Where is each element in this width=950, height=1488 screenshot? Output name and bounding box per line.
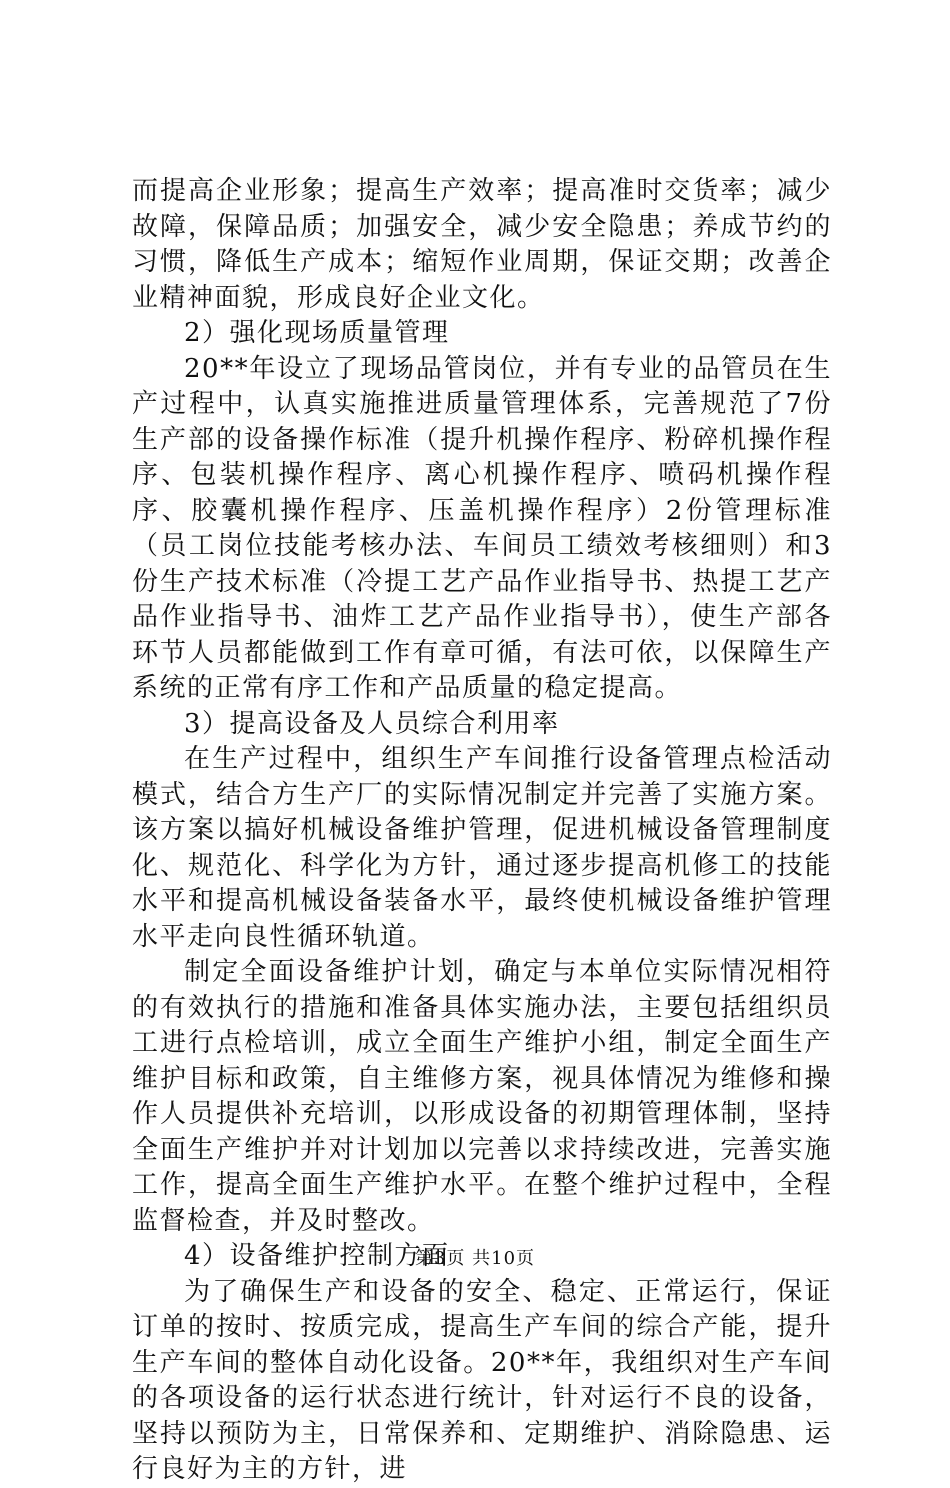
- paragraph-quality-management: 20**年设立了现场品管岗位，并有专业的品管员在生产过程中，认真实施推进质量管理体系，完善规范了7份生产部的设备操作标准（提升机操作程序、粉碎机操作程序、包装机操作程序、离心机操作程序、喷码机操作程序、胶囊机操作程序、压盖机操作程序）2份管理标准（员工岗位技能考核办法、车间员工绩效考核细则）和3份生产技术标准（冷提工艺产品作业指导书、热提工艺产品作业指导书、油炸工艺产品作业指导书），使生产部各环节人员都能做到工作有章可循，有法可依，以保障生产系统的正常有序工作和产品质量的稳定提高。: [132, 353, 832, 703]
- section-heading-3: 3）提高设备及人员综合利用率: [184, 708, 560, 739]
- section-heading-2: 2）强化现场质量管理: [184, 318, 450, 348]
- page-number-footer: 第3页 共10页: [414, 1248, 536, 1269]
- paragraph-maintenance-control: 为了确保生产和设备的安全、稳定、正常运行，保证订单的按时、按质完成，提高生产车间的综合产能，提升生产车间的整体自动化设备。20**年，我组织对生产车间的各项设备的运行状态进行统计，针对运行不良的设备，坚持以预防为主，日常保养和、定期维护、消除隐患、运行良好为主的方针，进: [132, 1276, 832, 1484]
- paragraph-maintenance-plan: 制定全面设备维护计划，确定与本单位实际情况相符的有效执行的措施和准备具体实施办法，主要包括组织员工进行点检培训，成立全面生产维护小组，制定全面生产维护目标和政策，自主维修方案，视具体情况为维修和操作人员提供补充培训，以形成设备的初期管理体制，坚持全面生产维护并对计划加以完善以求持续改进，完善实施工作，提高全面生产维护水平。在整个维护过程中，全程监督检查，并及时整改。: [132, 957, 832, 1236]
- paragraph-continuation: 而提高企业形象；提高生产效率；提高准时交货率；减少故障，保障品质；加强安全，减少安全隐患；养成节约的习惯，降低生产成本；缩短作业周期，保证交期；改善企业精神面貌，形成良好企业文化。: [132, 176, 832, 313]
- document-body: [132, 174, 832, 1488]
- paragraph-equipment-inspection: 在生产过程中，组织生产车间推行设备管理点检活动模式，结合方生产厂的实际情况制定并完善了实施方案。该方案以搞好机械设备维护管理，促进机械设备管理制度化、规范化、科学化为方针，通过逐步提高机修工的技能水平和提高机械设备装备水平，最终使机械设备维护管理水平走向良性循环轨道。: [132, 744, 832, 952]
- section-heading-4: 4）设备维护控制方面: [184, 1241, 450, 1271]
